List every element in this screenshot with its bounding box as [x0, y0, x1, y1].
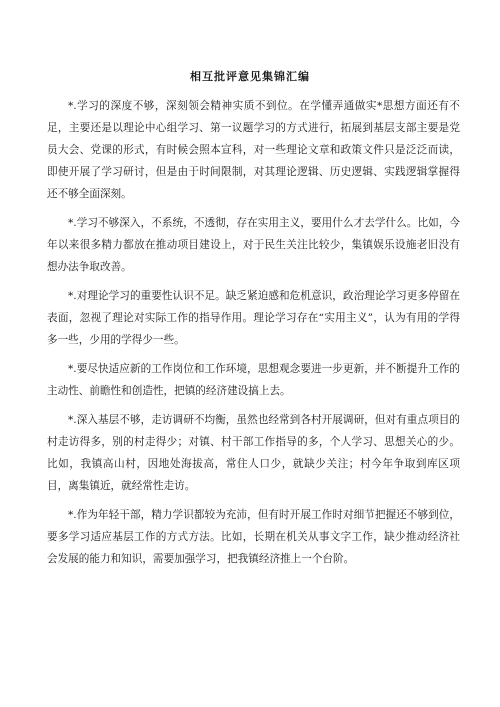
paragraph-5: *.深入基层不够，走访调研不均衡，虽然也经常到各村开展调研，但对有重点项目的村走访得多，别的村走得少；对镇、村干部工作指导的多，个人学习、思想关心的少。比如，我镇高山村，因地处海拔高，常住人口少，就缺少关注；村今年争取到库区项目，离集镇近，就经常性走访。 — [47, 414, 460, 492]
paragraph-3: *.对理论学习的重要性认识不足。缺乏紧迫感和危机意识，政治理论学习更多停留在表面，忽视了理论对实际工作的指导作用。理论学习存在“实用主义”，认为有用的学得多一些，少用的学得少一些。 — [47, 290, 460, 346]
paragraph-4: *.要尽快适应新的工作岗位和工作环境，思想观念要进一步更新，并不断提升工作的主动性、前瞻性和创造性，把镇的经济建设搞上去。 — [47, 363, 460, 397]
document-body — [47, 95, 460, 577]
paragraph-1: *.学习的深度不够，深刻领会精神实质不到位。在学懂弄通做实*思想方面还有不足，主要还是以理论中心组学习、第一议题学习的方式进行，拓展到基层支部主要是党员大会、党课的形式，有时候会照本宣科，对一些理论文章和政策文件只是泛泛而读，即使开展了学习研讨，但是由于时间限制，对其理论逻辑、历史逻辑、实践逻辑掌握得还不够全面深刻。 — [47, 100, 460, 200]
document-title: 相互批评意见集锦汇编 — [190, 70, 310, 83]
paragraph-2: *.学习不够深入，不系统，不透彻，存在实用主义，要用什么才去学什么。比如，今年以来很多精力都放在推动项目建设上，对于民生关注比较少，集镇娱乐设施老旧没有想办法争取改善。 — [47, 217, 460, 273]
paragraph-6: *.作为年轻干部，精力学识都较为充沛，但有时开展工作时对细节把握还不够到位，要多学习适应基层工作的方式方法。比如，长期在机关从事文字工作，缺少推动经济社会发展的能力和知识，需要加强学习，把我镇经济推上一个台阶。 — [47, 509, 460, 565]
